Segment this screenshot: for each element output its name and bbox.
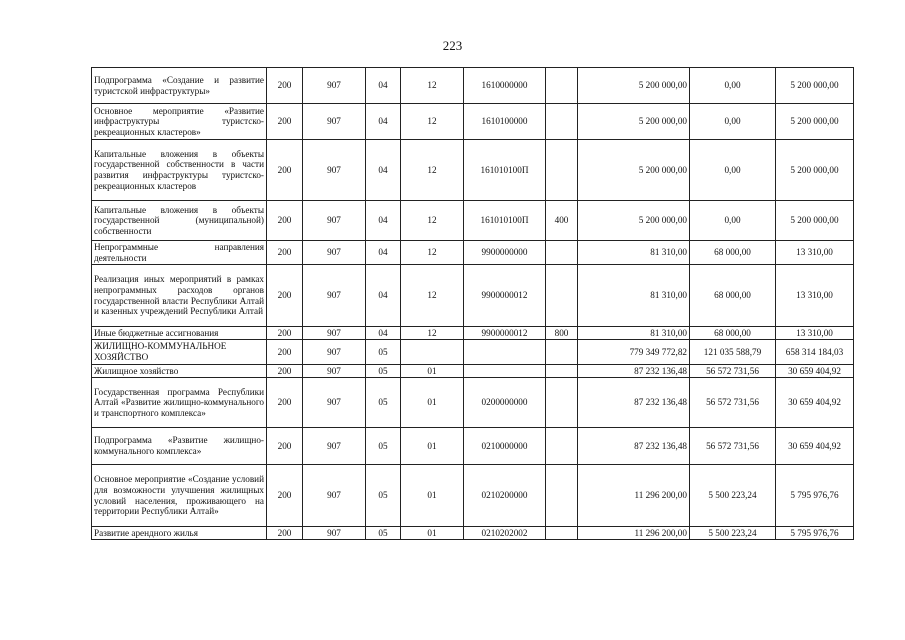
row-name: Капитальные вложения в объекты государственной (муниципальной) собственности: [92, 201, 267, 241]
code-razdel: 04: [366, 104, 401, 140]
row-name: Основное мероприятие «Создание условий для возможности улучшения жилищных условий населения, проживающего на территории Республики Алтай»: [92, 465, 267, 527]
table-row: [92, 340, 854, 365]
row-name: Развитие арендного жилья: [92, 527, 267, 540]
code-csr: 1610000000: [464, 68, 546, 104]
code-podrazdel: 12: [401, 140, 464, 201]
code-csr: 1610100000: [464, 104, 546, 140]
table-row: [92, 265, 854, 327]
amount-total: 5 200 000,00: [578, 140, 690, 201]
code-podrazdel: [401, 340, 464, 365]
amount-right: 13 310,00: [776, 241, 854, 265]
code-vr: [546, 140, 578, 201]
code-podrazdel: 01: [401, 428, 464, 465]
code-csr: 0200000000: [464, 378, 546, 428]
code-razdel: 05: [366, 365, 401, 378]
code-razdel: 04: [366, 68, 401, 104]
code-adm: 907: [303, 340, 366, 365]
table-row: [92, 365, 854, 378]
code-razdel: 05: [366, 527, 401, 540]
code-adm: 907: [303, 378, 366, 428]
code-vr: [546, 104, 578, 140]
code-vr: [546, 428, 578, 465]
code-adm: 907: [303, 241, 366, 265]
code-csr: 0210202002: [464, 527, 546, 540]
amount-right: 5 795 976,76: [776, 465, 854, 527]
row-name: Основное мероприятие «Развитие инфраструктуры туристско-рекреационных кластеров»: [92, 104, 267, 140]
amount-right: 30 659 404,92: [776, 365, 854, 378]
table-row: [92, 68, 854, 104]
code-razdel: 05: [366, 428, 401, 465]
code-adm: 907: [303, 327, 366, 340]
amount-mid: 68 000,00: [690, 327, 776, 340]
code-gr: 200: [267, 327, 303, 340]
row-name: Иные бюджетные ассигнования: [92, 327, 267, 340]
code-gr: 200: [267, 140, 303, 201]
code-adm: 907: [303, 465, 366, 527]
amount-mid: 5 500 223,24: [690, 527, 776, 540]
amount-right: 658 314 184,03: [776, 340, 854, 365]
code-gr: 200: [267, 241, 303, 265]
amount-total: 11 296 200,00: [578, 527, 690, 540]
code-csr: 9900000000: [464, 241, 546, 265]
code-gr: 200: [267, 428, 303, 465]
amount-mid: 0,00: [690, 68, 776, 104]
code-podrazdel: 12: [401, 201, 464, 241]
amount-total: 5 200 000,00: [578, 201, 690, 241]
table-row: [92, 527, 854, 540]
table-row: [92, 140, 854, 201]
row-name: Государственная программа Республики Алтай «Развитие жилищно-коммунального и транспортного комплекса»: [92, 378, 267, 428]
code-podrazdel: 01: [401, 527, 464, 540]
code-podrazdel: 01: [401, 365, 464, 378]
code-podrazdel: 12: [401, 265, 464, 327]
code-gr: 200: [267, 265, 303, 327]
code-razdel: 04: [366, 265, 401, 327]
row-name: Жилищное хозяйство: [92, 365, 267, 378]
code-razdel: 05: [366, 465, 401, 527]
amount-total: 87 232 136,48: [578, 378, 690, 428]
table-row: [92, 104, 854, 140]
code-adm: 907: [303, 68, 366, 104]
code-csr: 9900000012: [464, 265, 546, 327]
code-razdel: 05: [366, 378, 401, 428]
code-vr: [546, 241, 578, 265]
code-csr: 9900000012: [464, 327, 546, 340]
amount-total: 5 200 000,00: [578, 104, 690, 140]
code-gr: 200: [267, 378, 303, 428]
amount-mid: 5 500 223,24: [690, 465, 776, 527]
code-csr: 0210000000: [464, 428, 546, 465]
table-row: [92, 201, 854, 241]
code-razdel: 04: [366, 140, 401, 201]
code-razdel: 04: [366, 201, 401, 241]
row-name: Подпрограмма «Развитие жилищно-коммунального комплекса»: [92, 428, 267, 465]
amount-mid: 56 572 731,56: [690, 365, 776, 378]
code-podrazdel: 12: [401, 68, 464, 104]
table-row: [92, 241, 854, 265]
amount-right: 30 659 404,92: [776, 378, 854, 428]
code-vr: [546, 365, 578, 378]
amount-right: 5 200 000,00: [776, 140, 854, 201]
code-vr: 400: [546, 201, 578, 241]
amount-right: 5 200 000,00: [776, 68, 854, 104]
code-csr: 161010100П: [464, 201, 546, 241]
code-gr: 200: [267, 527, 303, 540]
amount-total: 11 296 200,00: [578, 465, 690, 527]
amount-right: 13 310,00: [776, 265, 854, 327]
code-adm: 907: [303, 265, 366, 327]
code-gr: 200: [267, 201, 303, 241]
code-gr: 200: [267, 365, 303, 378]
amount-mid: 121 035 588,79: [690, 340, 776, 365]
amount-right: 5 795 976,76: [776, 527, 854, 540]
row-name: ЖИЛИЩНО-КОММУНАЛЬНОЕ ХОЗЯЙСТВО: [92, 340, 267, 365]
amount-mid: 0,00: [690, 201, 776, 241]
amount-right: 5 200 000,00: [776, 201, 854, 241]
code-adm: 907: [303, 527, 366, 540]
code-csr: 0210200000: [464, 465, 546, 527]
amount-total: 87 232 136,48: [578, 428, 690, 465]
amount-right: 13 310,00: [776, 327, 854, 340]
code-gr: 200: [267, 465, 303, 527]
amount-mid: 0,00: [690, 104, 776, 140]
table-row: [92, 428, 854, 465]
code-gr: 200: [267, 104, 303, 140]
code-razdel: 05: [366, 340, 401, 365]
code-razdel: 04: [366, 327, 401, 340]
code-vr: [546, 527, 578, 540]
amount-mid: 0,00: [690, 140, 776, 201]
row-name: Подпрограмма «Создание и развитие туристской инфраструктуры»: [92, 68, 267, 104]
amount-total: 81 310,00: [578, 327, 690, 340]
code-adm: 907: [303, 140, 366, 201]
row-name: Реализация иных мероприятий в рамках непрограммных расходов органов государственной власти Республики Алтай и казенных учреждений Республики Алтай: [92, 265, 267, 327]
code-podrazdel: 12: [401, 327, 464, 340]
table-row: [92, 465, 854, 527]
code-vr: [546, 340, 578, 365]
code-podrazdel: 12: [401, 104, 464, 140]
table-row: [92, 378, 854, 428]
amount-mid: 56 572 731,56: [690, 428, 776, 465]
table-row: [92, 327, 854, 340]
code-vr: [546, 68, 578, 104]
code-razdel: 04: [366, 241, 401, 265]
amount-right: 5 200 000,00: [776, 104, 854, 140]
code-vr: [546, 465, 578, 527]
code-csr: [464, 340, 546, 365]
amount-mid: 56 572 731,56: [690, 378, 776, 428]
amount-right: 30 659 404,92: [776, 428, 854, 465]
row-name: Капитальные вложения в объекты государственной собственности в части развития инфраструктуры туристско-рекреационных кластеров: [92, 140, 267, 201]
row-name: Непрограммные направления деятельности: [92, 241, 267, 265]
code-adm: 907: [303, 365, 366, 378]
code-adm: 907: [303, 201, 366, 241]
amount-total: 779 349 772,82: [578, 340, 690, 365]
amount-mid: 68 000,00: [690, 265, 776, 327]
code-csr: [464, 365, 546, 378]
code-vr: [546, 378, 578, 428]
amount-total: 81 310,00: [578, 241, 690, 265]
budget-table: [91, 67, 854, 540]
code-vr: 800: [546, 327, 578, 340]
code-podrazdel: 01: [401, 465, 464, 527]
code-csr: 161010100П: [464, 140, 546, 201]
code-adm: 907: [303, 428, 366, 465]
page-number: 223: [442, 38, 463, 53]
amount-mid: 68 000,00: [690, 241, 776, 265]
amount-total: 87 232 136,48: [578, 365, 690, 378]
code-gr: 200: [267, 340, 303, 365]
code-podrazdel: 12: [401, 241, 464, 265]
code-gr: 200: [267, 68, 303, 104]
code-podrazdel: 01: [401, 378, 464, 428]
code-vr: [546, 265, 578, 327]
amount-total: 81 310,00: [578, 265, 690, 327]
code-adm: 907: [303, 104, 366, 140]
amount-total: 5 200 000,00: [578, 68, 690, 104]
